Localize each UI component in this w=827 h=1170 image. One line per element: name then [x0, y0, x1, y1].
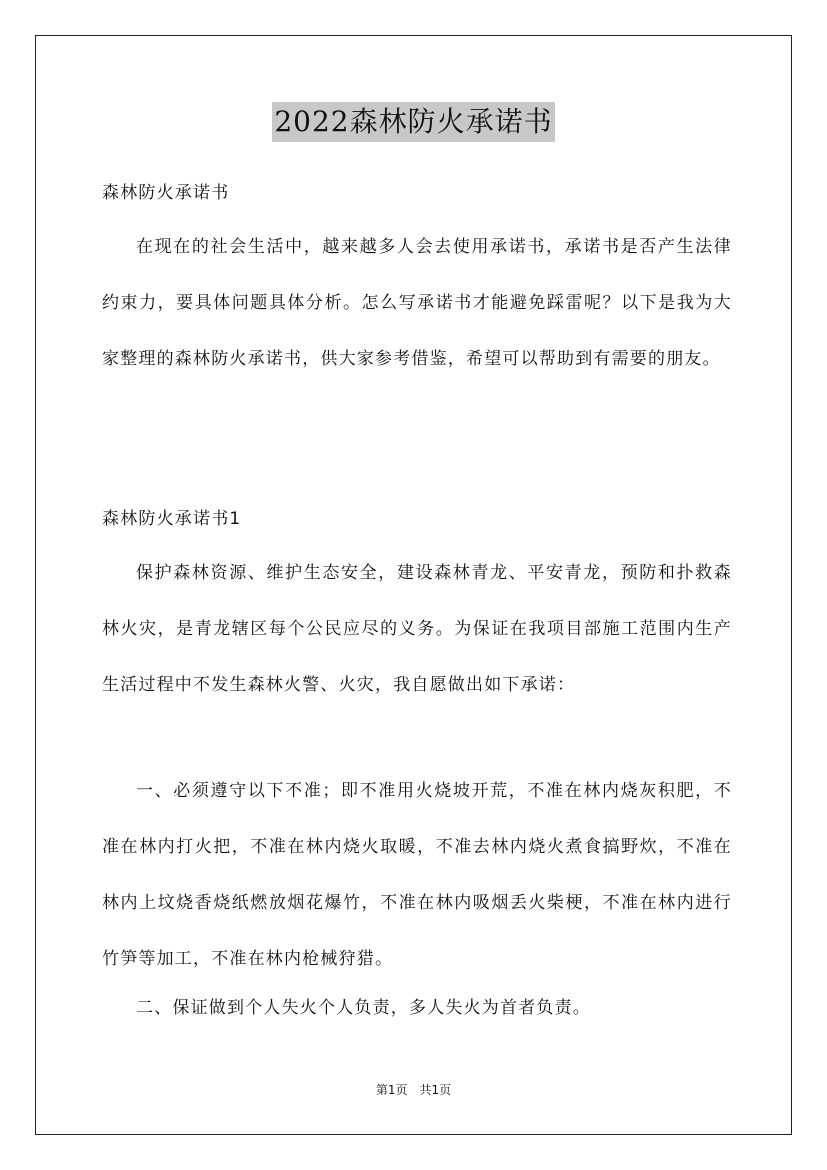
page-number: 第1页 — [375, 1083, 408, 1097]
page-total: 共1页 — [419, 1083, 452, 1097]
document-title: 2022森林防火承诺书 — [272, 102, 554, 142]
section-heading: 森林防火承诺书1 — [102, 509, 242, 529]
intro-paragraph: 在现在的社会生活中，越来越多人会去使用承诺书，承诺书是否产生法律约束力，要具体问题具体分析。怎么写承诺书才能避免踩雷呢？以下是我为大家整理的森林防火承诺书，供大家参考借鉴，希望可以帮助到有需要的朋友。 — [102, 237, 732, 369]
subtitle: 森林防火承诺书 — [102, 183, 230, 203]
title-container — [0, 102, 827, 142]
body-paragraph-3: 二、保证做到个人失火个人负责，多人失火为首者负责。 — [136, 998, 591, 1018]
body-paragraph-2: 一、必须遵守以下不准；即不准用火烧坡开荒，不准在林内烧灰积肥，不准在林内打火把，不准在林内烧火取暖，不准去林内烧火煮食搞野炊，不准在林内上坟烧香烧纸燃放烟花爆竹，不准在林内吸烟丢火柴梗，不准在林内进行竹笋等加工，不准在林内枪械狩猎。 — [102, 781, 732, 969]
page-footer — [0, 1082, 827, 1098]
body-paragraph-1: 保护森林资源、维护生态安全，建设森林青龙、平安青龙，预防和扑救森林火灾，是青龙辖区每个公民应尽的义务。为保证在我项目部施工范围内生产生活过程中不发生森林火警、火灾，我自愿做出如下承诺： — [102, 563, 732, 695]
